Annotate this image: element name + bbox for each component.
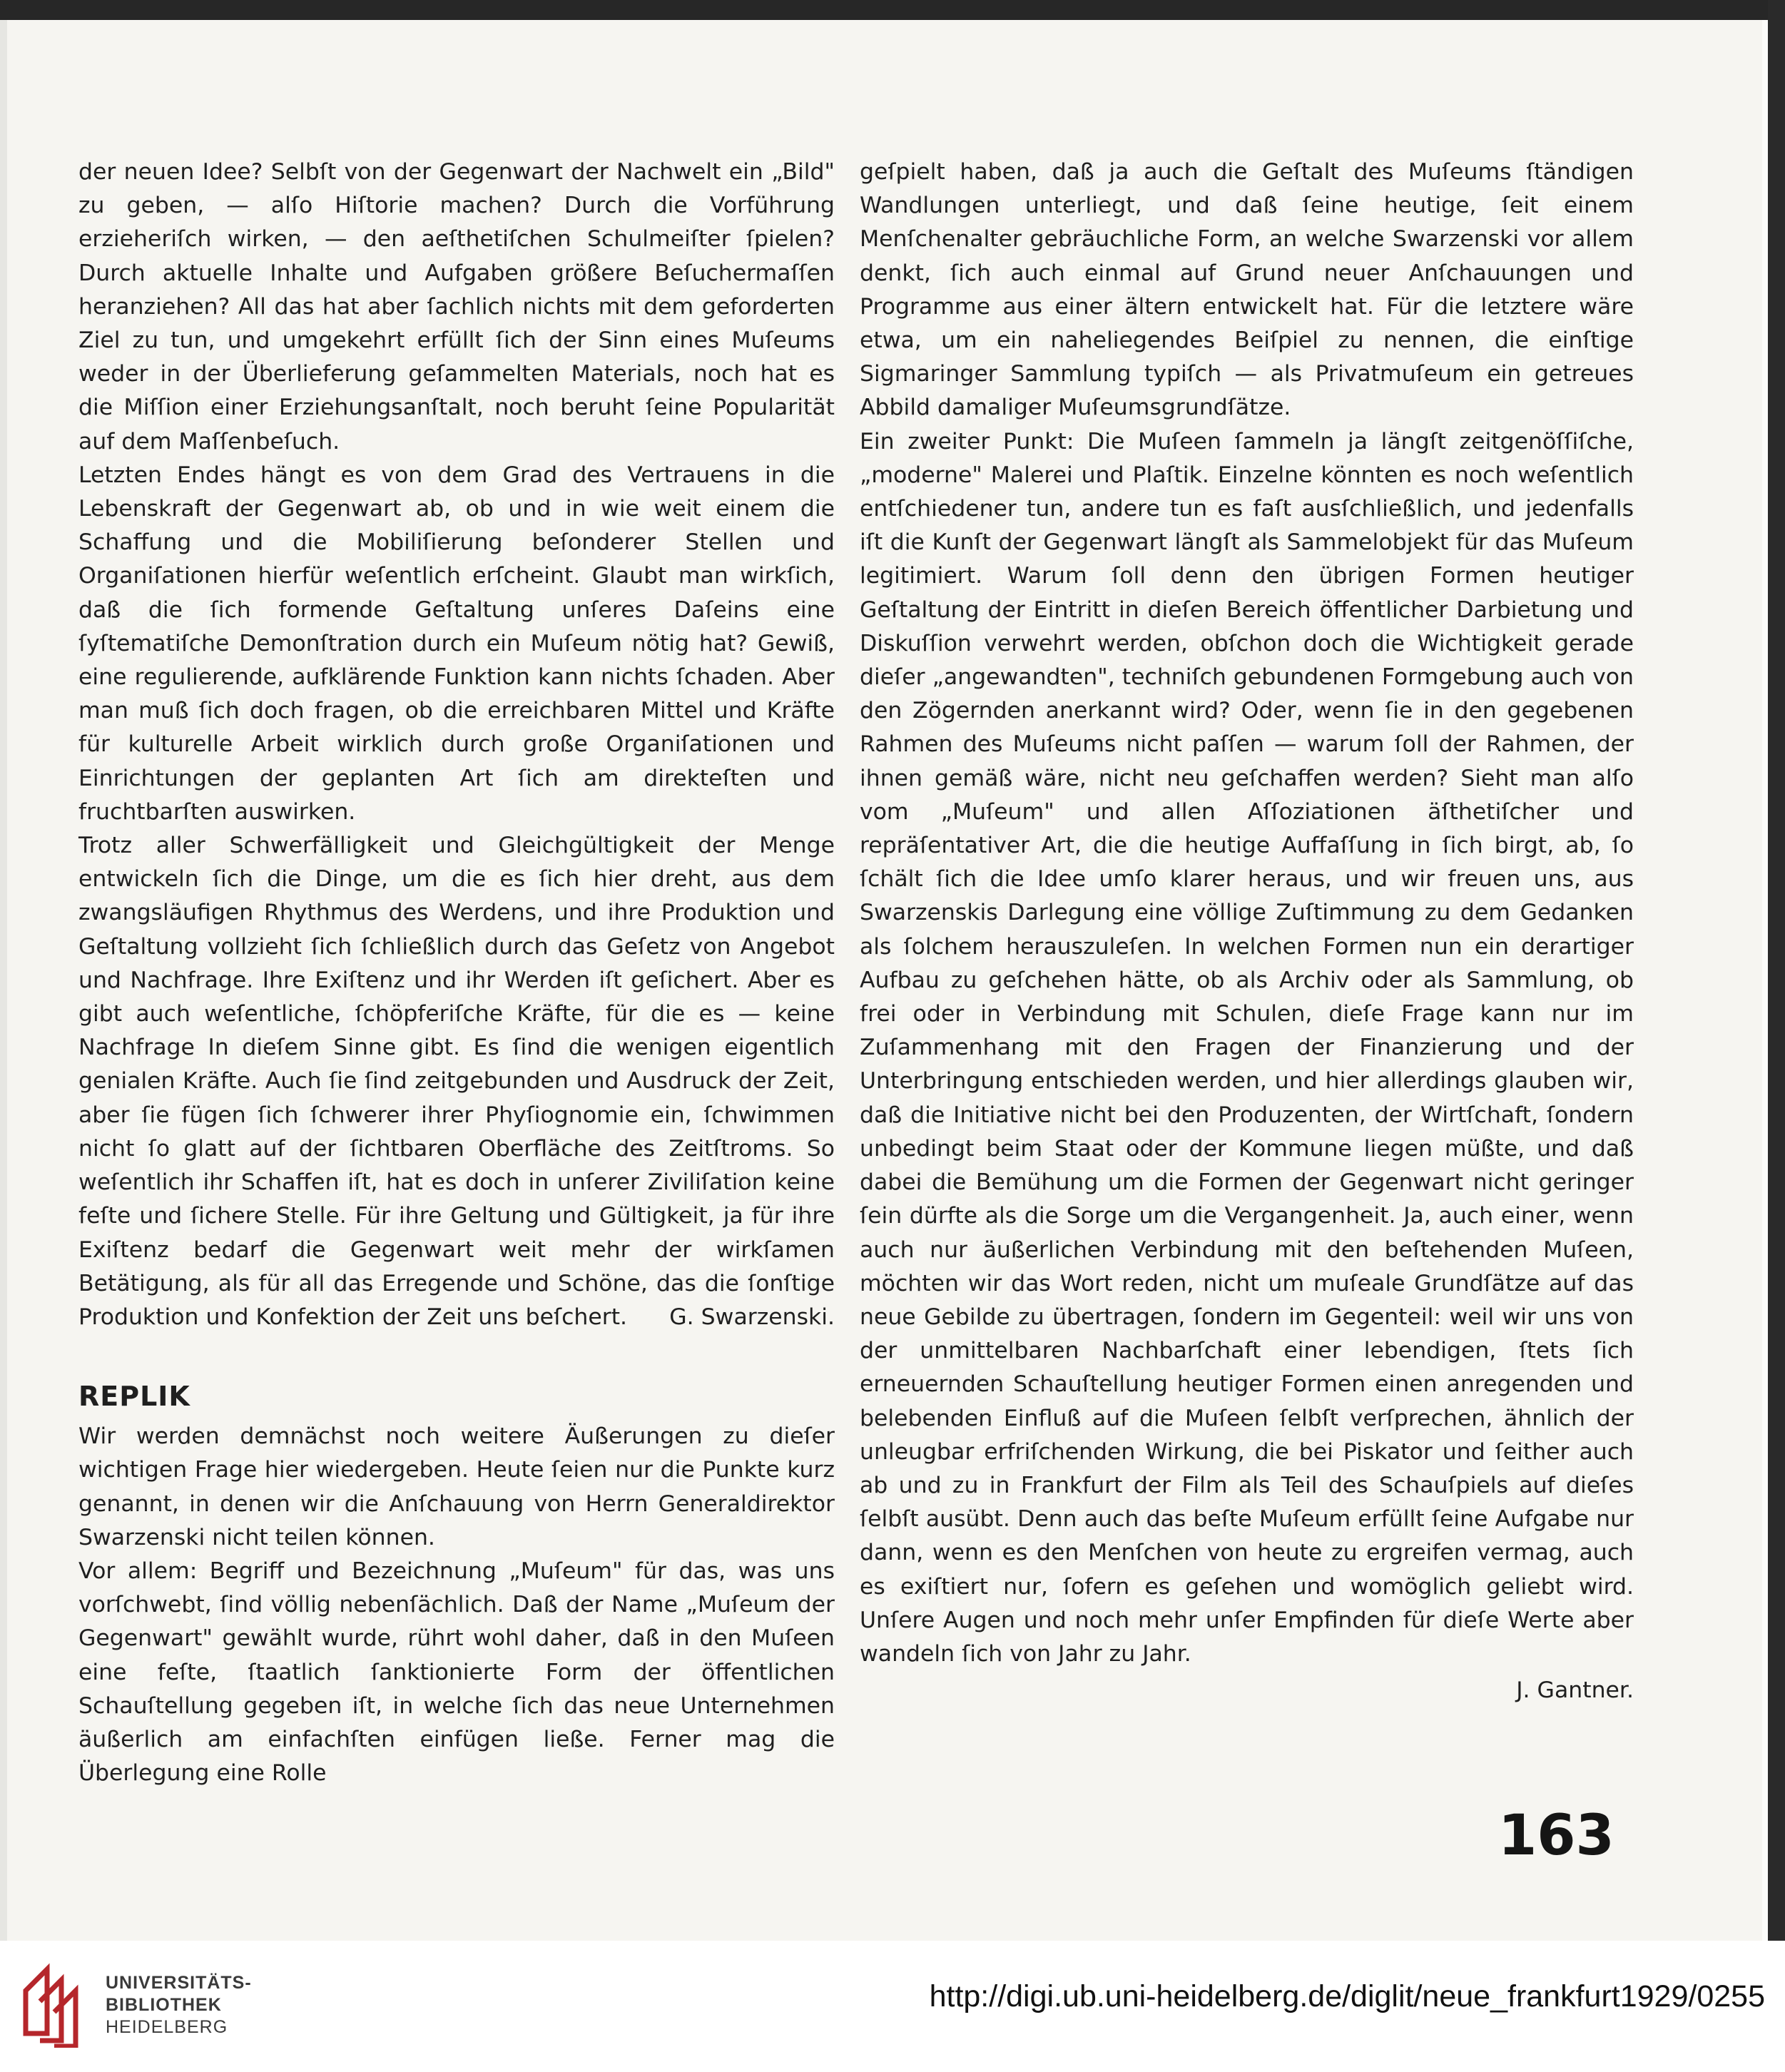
right-column (860, 156, 1634, 1707)
scan-right-border (1768, 0, 1785, 1941)
library-name-line: UNIVERSITÄTS- (106, 1973, 252, 1993)
university-library-logo-icon (19, 1962, 90, 2048)
page-edge (0, 20, 7, 1941)
paragraph: Trotz aller Schwerfälligkeit und Gleichgültigkeit der Menge entwickeln ſich die Dinge, um die es ſich hier dreht, aus dem zwangsläufigen Rhythmus des Werdens, und ihre Produktion und Geſtaltung vollzieht ſich ſchließlich durch das Geſetz von Angebot und Nachfrage. Ihre Exiſtenz und ihr Werden iſt geſichert. Aber es gibt auch weſentliche, ſchöpferiſche Kräfte, für die es — keine Nachfrage In dieſem Sinne gibt. Es ſind die wenigen eigentlich genialen Kräfte. Auch ſie ſind zeitgebunden und Ausdruck der Zeit, aber ſie fügen ſich ſchwerer ihrer Phyſiognomie ein, ſchwimmen nicht ſo glatt auf der ſichtbaren Oberfläche des Zeitſtroms. So weſentlich ihr Schaffen iſt, hat es doch in unſerer Ziviliſation keine feſte und ſichere Stelle. Für ihre Geltung und Gültigkeit, ja für ihre Exiſtenz bedarf die Gegenwart weit mehr der wirkſamen Betätigung, als für all das Erregende und Schöne, das die ſonſtige Produktion und Konfektion der Zeit uns beſchert. (78, 833, 835, 1330)
paragraph: Vor allem: Begriff und Bezeichnung „Muſeum" für das, was uns vorſchwebt, ſind völlig nebenſächlich. Daß der Name „Muſeum der Gegenwart" gewählt wurde, rührt wohl daher, daß in den Muſeen eine feſte, ſtaatlich ſanktionierte Form der öffentlichen Schauſtellung gegeben iſt, in welche ſich das neue Unternehmen äußerlich am einfachſten einfügen ließe. Ferner mag die Überlegung eine Rolle (78, 1558, 835, 1787)
paragraph: Wir werden demnächst noch weitere Äußerungen zu dieſer wichtigen Frage hier wiedergeben. Heute ſeien nur die Punkte kurz genannt, in denen wir die Anſchauung von Herrn Generaldirektor Swarzenski nicht teilen können. (78, 1423, 835, 1550)
page-number: 163 (1498, 1804, 1614, 1868)
library-name (106, 1972, 252, 2038)
library-name-line: BIBLIOTHEK (106, 1995, 222, 2015)
paragraph: Letzten Endes hängt es von dem Grad des Vertrauens in die Lebenskraft der Gegenwart ab, ob und in wie weit einem die Schaffung und die Mobiliſierung beſonderer Stellen und Organiſationen hierfür weſentlich erſcheint. Glaubt man wirkſich, daß die ſich formende Geſtaltung unſeres Daſeins eine ſyſtematiſche Demonſtration durch ein Muſeum nötig hat? Gewiß, eine regulierende, aufklärende Funktion kann nichts ſchaden. Aber man muß ſich doch fragen, ob die erreichbaren Mittel und Kräfte für kulturelle Arbeit wirklich durch große Organiſationen und Einrichtungen der geplanten Art ſich am direkteſten und fruchtbarſten auswirken. (78, 462, 835, 825)
library-name-line: HEIDELBERG (106, 2017, 228, 2037)
document-page (7, 20, 1762, 1941)
paragraph: Ein zweiter Punkt: Die Muſeen ſammeln ja längſt zeitgenöſſiſche, „moderne" Malerei und Plaſtik. Einzelne könnten es noch weſentlich entſchiedener tun, andere tun es faſt ausſchließlich, und jedenfalls iſt die Kunſt der Gegenwart längſt als Sammelobjekt für das Muſeum legitimiert. Warum ſoll denn den übrigen Formen heutiger Geſtaltung der Eintritt in dieſen Bereich öffentlicher Darbietung und Diskuſſion verwehrt werden, obſchon doch die Wichtigkeit gerade dieſer „angewandten", techniſch gebundenen Formgebung auch von den Zögernden anerkannt wird? Oder, wenn ſie in den gegebenen Rahmen des Muſeums nicht paſſen — warum ſoll der Rahmen, der ihnen gemäß wäre, nicht neu geſchaffen werden? Sieht man alſo vom „Muſeum" und allen Aſſoziationen äſthetiſcher und repräſentativer Art, die die heutige Auffaſſung in ſich birgt, ab, ſo ſchält ſich die Idee umſo klarer heraus, und wir freuen uns, aus Swarzenskis Darlegung eine völlige Zuſtimmung zu dem Gedanken als ſolchem herauszuleſen. In welchen Formen nun ein derartiger Aufbau zu geſchehen hätte, ob als Archiv oder als Sammlung, ob frei oder in Verbindung mit Schulen, dieſe Frage kann nur im Zuſammenhang mit den Fragen der Finanzierung und der Unterbringung entschieden werden, und hier allerdings glauben wir, daß die Initiative nicht bei den Produzenten, der Wirtſchaft, ſondern unbedingt beim Staat oder der Kommune liegen müßte, und daß dabei die Bemühung um die Formen der Gegenwart nicht geringer ſein dürfte als die Sorge um die Vergangenheit. Ja, auch einer, wenn auch nur äußerlichen Verbindung mit den beſtehenden Muſeen, möchten wir das Wort reden, nicht um muſeale Grundſätze auf das neue Gebilde zu übertragen, ſondern im Gegenteil: weil wir uns von der unmittelbaren Nachbarſchaft einer lebendigen, ſtets ſich erneuernden Schauſtellung heutiger Formen einen anregenden und belebenden Einfluß auf die Muſeen ſelbſt verſprechen, ähnlich der unleugbar erfriſchenden Wirkung, die bei Piskator und ſeither auch ab und zu in Frankfurt der Film als Teil des Schauſpiels auf dieſes ſelbſt ausübt. Denn auch das beſte Muſeum erfüllt ſeine Aufgabe nur dann, wenn es den Menſchen von heute zu ergreifen vermag, auch es exiſtiert nur, ſofern es geſehen und womöglich geliebt wird. Unſere Augen und noch mehr unſer Empfinden für dieſe Werte aber wandeln ſich von Jahr zu Jahr. (860, 428, 1634, 1667)
signature-swarzenski: G. Swarzenski. (669, 1304, 835, 1330)
paragraph: der neuen Idee? Selbſt von der Gegenwart der Nachwelt ein „Bild" zu geben, — alſo Hiſtorie machen? Durch die Vorführung erzieheriſch wirken, — den aeſthetiſchen Schulmeiſter ſpielen? Durch aktuelle Inhalte und Aufgaben größere Beſuchermaſſen heranziehen? All das hat aber ſachlich nichts mit dem geforderten Ziel zu tun, und umgekehrt erfüllt ſich der Sinn eines Muſeums weder in der Überlieferung geſammelten Materials, noch hat es die Miſſion einer Erziehungsanſtalt, noch beruht ſeine Popularität auf dem Maſſenbeſuch. (78, 159, 835, 454)
section-heading: REPLIK (78, 1381, 190, 1413)
footer-bar (0, 1941, 1785, 2072)
scan-top-border (0, 0, 1785, 20)
paragraph: geſpielt haben, daß ja auch die Geſtalt des Muſeums ſtändigen Wandlungen unterliegt, und daß ſeine heutige, ſeit einem Menſchenalter gebräuchliche Form, an welche Swarzenski vor allem denkt, ſich auch einmal auf Grund neuer Anſchauungen und Programme aus einer ältern entwickelt hat. Für die letztere wäre etwa, um ein naheliegendes Beiſpiel zu nennen, die einſtige Sigmaringer Sammlung typiſch — als Privatmuſeum ein getreues Abbild damaliger Muſeumsgrundſätze. (860, 159, 1634, 421)
source-url[interactable]: http://digi.ub.uni-heidelberg.de/diglit/neue_frankfurt1929/0255 (929, 1979, 1765, 2013)
left-column (78, 156, 835, 1790)
signature-gantner: J. Gantner. (1516, 1677, 1634, 1704)
